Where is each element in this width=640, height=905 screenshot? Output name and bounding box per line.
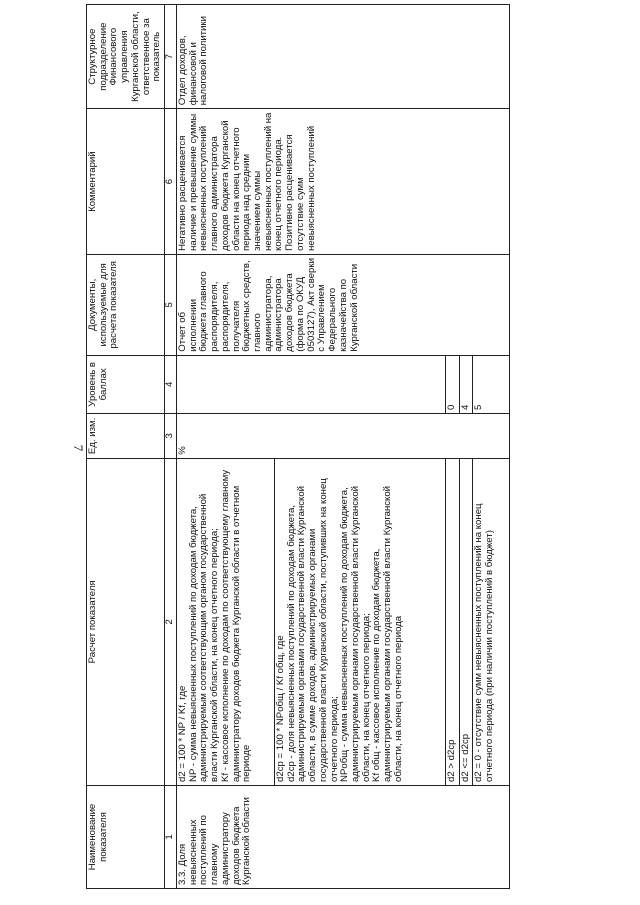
header-unit: Ед. изм. [87, 413, 165, 458]
col-number: 4 [165, 355, 177, 413]
unit-cell: % [176, 413, 509, 458]
col-number: 2 [165, 458, 177, 785]
header-name: Наименование показателя [87, 785, 165, 888]
header-docs: Документы, используемые для расчета показателя [87, 254, 165, 355]
indicator-name: 3.3. Доля невыясненных поступлений по главному администратору доходов бюджета Курганской области [176, 785, 509, 888]
table-row [176, 5, 274, 889]
col-number: 7 [165, 5, 177, 109]
rotated-table-wrapper [82, 0, 517, 895]
condition-score: 0 [445, 355, 459, 413]
calc-formula-d2cp: d2ср = 100 * NPобщ / Kf общ, где d2ср - доля невыясненных поступлений по доходам бюджета, администрируемым органами государственной власти Курганской области, в сумме доходов, администрируемых органами государственной власти Курганской области, поступивших на конец отчетного периода; NPобщ - сумма невыясненных поступлений по доходам бюджета, администрируемым органами государственной власти Курганской области, на конец отчетного периода; Kf общ - кассовое исполнение по доходам бюджета, администрируемым органами государственной власти Курганской области, на конец отчетного периода [274, 458, 445, 785]
documents-cell: Отчет об исполнении бюджета главного распорядителя, распорядителя, получателя бюджетных средств, главного администратора, администратора доходов бюджета (форма по ОКУД 0503127), Акт сверки с Управлением Федерального казначейства по Курганской области [176, 254, 509, 355]
condition-text: d2 = 0 - отсутствие сумм невыясненных поступлений на конец отчетного периода (при наличии поступлений в бюджет) [473, 458, 510, 785]
header-dept: Структурное подразделение Финансового управления Курганской области, ответственное за показатель [87, 5, 165, 109]
comment-cell: Негативно расценивается наличие и превышение суммы невыясненных поступлений главного администратора доходов бюджета Курганской области на конец отчетного периода над средним значением суммы невыясненных поступлений на конец отчетного периода. Позитивно расценивается отсутствие сумм невыясненных поступлений [176, 109, 509, 255]
score-empty [176, 355, 445, 413]
page-number: 7 [71, 444, 86, 452]
indicator-table [86, 4, 510, 889]
column-number-row [165, 5, 177, 889]
condition-text: d2 > d2ср [445, 458, 459, 785]
header-row [87, 5, 165, 889]
col-number: 6 [165, 109, 177, 255]
header-calc: Расчет показателя [87, 458, 165, 785]
col-number: 3 [165, 413, 177, 458]
header-score: Уровень в баллах [87, 355, 165, 413]
department-cell: Отдел доходов, финансовой и налоговой политики [176, 5, 509, 109]
condition-score: 5 [473, 355, 510, 413]
header-comment: Комментарий [87, 109, 165, 255]
col-number: 1 [165, 785, 177, 888]
condition-text: d2 <= d2ср [459, 458, 473, 785]
calc-formula-d2: d2 = 100 * NP / Kf, где NP - сумма невыясненных поступлений по доходам бюджета, администрируемым соответствующим органом государственной власти Курганской области, на конец отчетного периода; Kf - кассовое исполнение по доходам по соответствующему главному администратору доходов бюджета Курганской области в отчетном периоде [176, 458, 274, 785]
col-number: 5 [165, 254, 177, 355]
condition-score: 4 [459, 355, 473, 413]
